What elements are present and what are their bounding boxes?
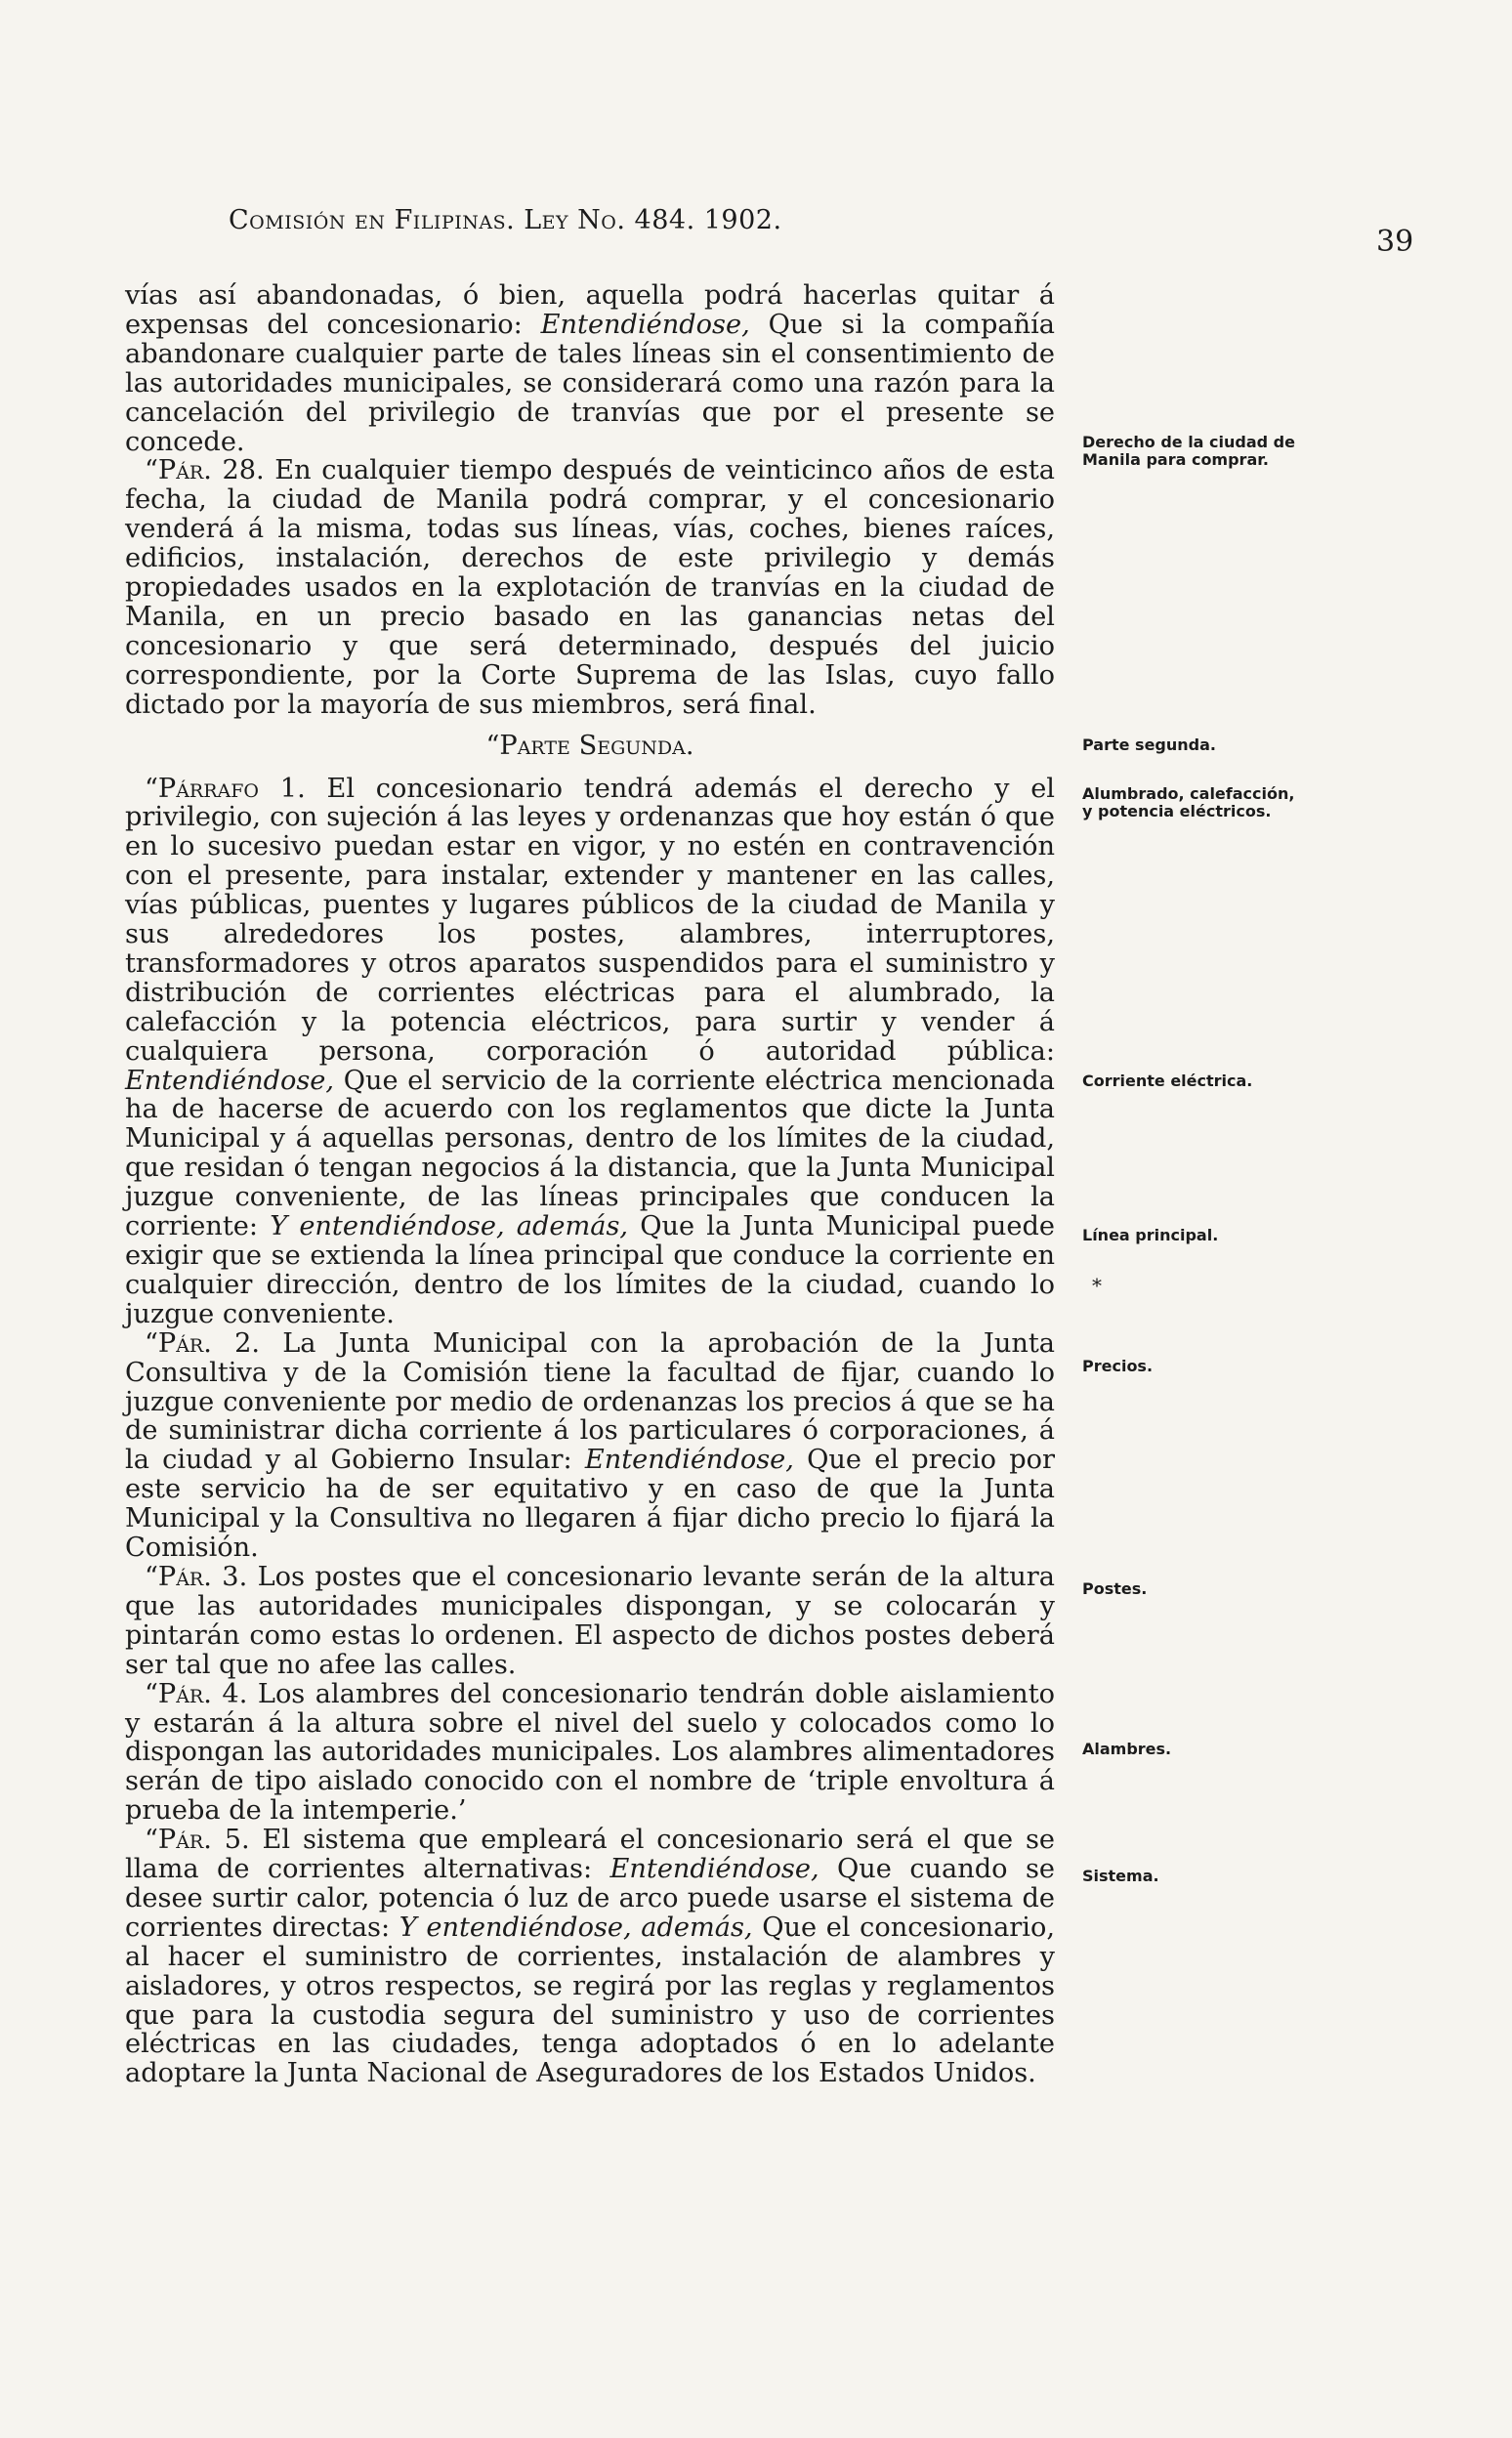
paragraph-par-2: “Pár. 2. La Junta Municipal con la aprobación de la Junta Consultiva y de la Comisión tiene la facultad de fijar, cuando lo juzgue conveniente por medio de ordenanzas los precios á que se ha de suministrar dicha corriente á los particulares ó corporaciones, á la ciudad y al Gobierno Insular: Entendiéndose, Que el precio por este servicio ha de ser equitativo y en caso de que la Junta Municipal y la Consultiva no llegaren á fijar dicho precio lo fijará la Comisión. bbox=[125, 1327, 1056, 1564]
section-heading: “Parte Segunda. bbox=[485, 730, 694, 761]
page-number: 39 bbox=[1376, 225, 1414, 259]
margin-note-alambres: Alambres. bbox=[1082, 1740, 1172, 1758]
paragraph-parrafo-1: “Párrafo 1. El concesionario tendrá además el derecho y el privilegio, con sujeción á las leyes y ordenanzas que hoy están ó que en lo sucesivo puedan estar en vigor, y no estén en contravención con el presente, para instalar, extender y mantener en las calles, vías públicas, puentes y lugares públicos de la ciudad de Manila y sus alrededores los postes, alambres, interruptores, transformadores y otros aparatos suspendidos para el suministro y distribución de corrientes eléctricas para el alumbrado, la calefacción y la potencia eléctricos, para surtir y vender á cualquiera persona, corporación ó autoridad pública: Entendiéndose, Que el servicio de la corriente eléctrica mencionada ha de hacerse de acuerdo con los reglamentos que dicte la Junta Municipal y á aquellas personas, dentro de los límites de la ciudad, que residan ó tengan negocios á la distancia, que la Junta Municipal juzgue conveniente, de las líneas principales que conducen la corriente: Y entendiéndose, además, Que la Junta Municipal puede exigir que se extienda la línea principal que conduce la corriente en cualquier dirección, dentro de los límites de la ciudad, cuando lo juzgue conveniente. bbox=[125, 773, 1055, 1329]
paragraph-par-5: “Pár. 5. El sistema que empleará el concesionario será el que se llama de corrientes alternativas: Entendiéndose, Que cuando se desee surtir calor, potencia ó luz de arco puede usarse el sistema de corrientes directas: Y entendiéndose, además, Que el concesionario, al hacer el suministro de corrientes, instalación de alambres y aisladores, y otros respectos, se regirá por las reglas y reglamentos que para la custodia segura del suministro y uso de corrientes eléctricas en las ciudades, tenga adoptados ó en lo adelante adoptare la Junta Nacional de Aseguradores de los Estados Unidos. bbox=[125, 1825, 1056, 2089]
paragraph-par-28: “Pár. 28. En cualquier tiempo después de veinticinco años de esta fecha, la ciudad de Manila podrá comprar, y el concesionario venderá á la misma, todas sus líneas, vías, coches, bienes raíces, edificios, instalación, derechos de este privilegio y demás propiedades usados en la explotación de tranvías en la ciudad de Manila, en un precio basado en las ganancias netas del concesionario y que será determinado, después del juicio correspondiente, por la Corte Suprema de las Islas, cuyo fallo dictado por la mayoría de sus miembros, será final. bbox=[125, 455, 1055, 720]
margin-note-alumbrado: Alumbrado, calefacción, y potencia eléctricos. bbox=[1082, 784, 1295, 820]
paragraph-par-4: “Pár. 4. Los alambres del concesionario tendrán doble aislamiento y estarán á la altura sobre el nivel del suelo y colocados como lo dispongan las autoridades municipales. Los alambres alimentadores serán de tipo aislado conocido con el nombre de ‘triple envoltura á prueba de la intemperie.’ bbox=[125, 1678, 1055, 1827]
margin-note-parte-segunda: Parte segunda. bbox=[1082, 736, 1216, 754]
body-text bbox=[125, 281, 1055, 2088]
margin-asterisk: * bbox=[1092, 1274, 1102, 1297]
margin-note-precios: Precios. bbox=[1082, 1357, 1154, 1375]
paragraph-continuation: vías así abandonadas, ó bien, aquella podrá hacerlas quitar á expensas del concesionario: Entendiéndose, Que si la compañía abandonare cualquier parte de tales líneas sin el consentimiento de las autoridades municipales, se considerará como una razón para la cancelación del privilegio de tranvías que por el presente se concede. bbox=[125, 280, 1055, 457]
running-head: Comisión en Filipinas. Ley No. 484. 1902. bbox=[229, 205, 782, 235]
margin-note-derecho-compra: Derecho de la ciudad de Manila para comprar. bbox=[1082, 433, 1295, 469]
margin-note-linea-principal: Línea principal. bbox=[1082, 1226, 1219, 1244]
paragraph-par-3: “Pár. 3. Los postes que el concesionario levante serán de la altura que las autoridades municipales dispongan, y se colocarán y pintarán como estas lo ordenen. El aspecto de dichos postes deberá ser tal que no afee las calles. bbox=[125, 1561, 1055, 1680]
margin-note-postes: Postes. bbox=[1082, 1579, 1148, 1598]
margin-note-sistema: Sistema. bbox=[1082, 1867, 1159, 1885]
margin-note-corriente-electrica: Corriente eléctrica. bbox=[1082, 1072, 1253, 1090]
